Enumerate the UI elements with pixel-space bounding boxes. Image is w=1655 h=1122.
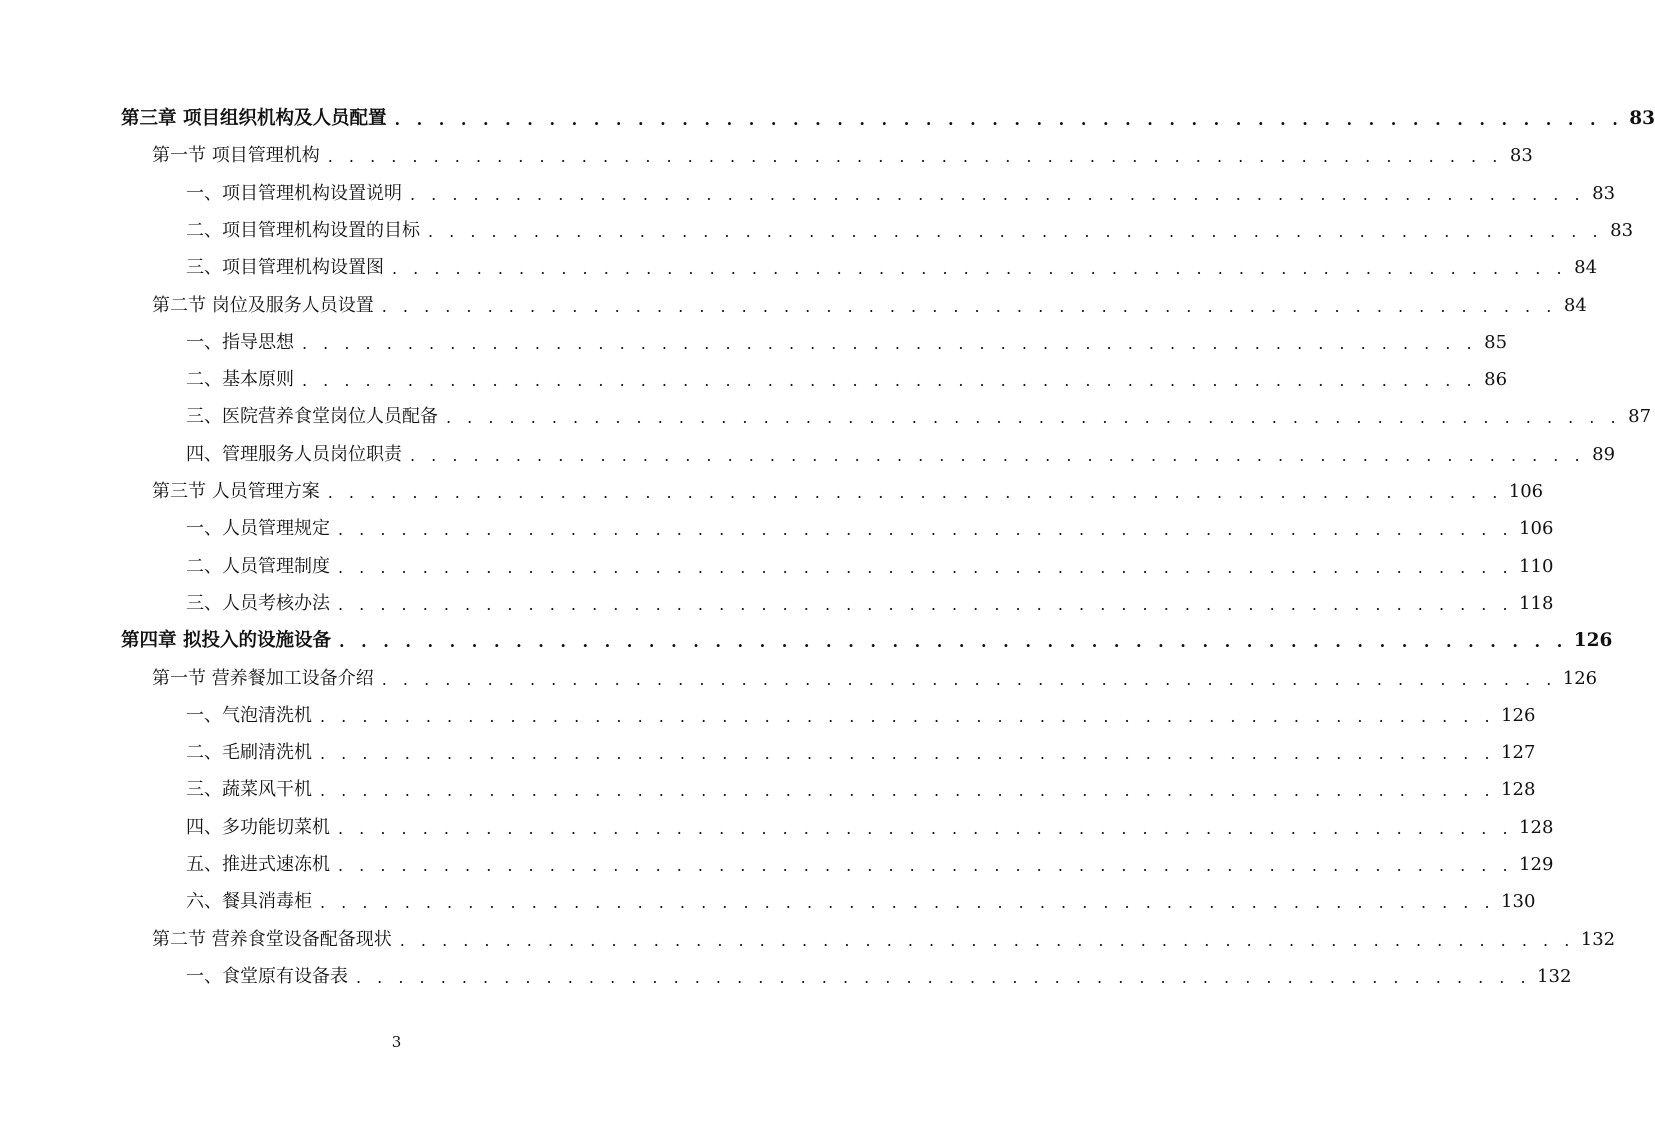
toc-subsection-entry[interactable]	[186, 585, 1554, 622]
toc-entry-page: 118	[1519, 592, 1554, 614]
toc-dot-leader: . . . . . . . . . . . . . . . . . . . . . . . . . . . . . . . . . . . . . . . . . . . . . . . . . . . . . . . .	[410, 445, 1586, 465]
toc-subsection-entry[interactable]	[186, 249, 1598, 286]
toc-entry-label: 一、人员管理规定	[186, 518, 330, 540]
toc-entry-label: 一、食堂原有设备表	[186, 965, 348, 987]
toc-dot-leader: . . . . . . . . . . . . . . . . . . . . . . . . . . . . . . . . . . . . . . . . . . . . . . . . . . . . . . . .	[327, 147, 1503, 167]
toc-section-entry[interactable]	[152, 921, 1616, 958]
toc-entry-page: 132	[1537, 965, 1572, 987]
toc-entry-page: 87	[1628, 406, 1652, 428]
toc-chapter-entry[interactable]	[121, 622, 1613, 659]
toc-entry-page: 126	[1501, 704, 1536, 726]
toc-entry-label: 四、管理服务人员岗位职责	[186, 443, 402, 465]
toc-entry-label: 四、多功能切菜机	[186, 816, 330, 838]
toc-subsection-entry[interactable]	[186, 846, 1554, 883]
toc-section-entry[interactable]	[152, 473, 1544, 510]
toc-dot-leader: . . . . . . . . . . . . . . . . . . . . . . . . . . . . . . . . . . . . . . . . . . . . . . . . . . . . . . . .	[410, 184, 1586, 204]
toc-entry-page: 126	[1562, 667, 1598, 689]
toc-subsection-entry[interactable]	[186, 958, 1572, 995]
toc-dot-leader: . . . . . . . . . . . . . . . . . . . . . . . . . . . . . . . . . . . . . . . . . . . . . . . . . . . . . . . .	[327, 483, 1503, 502]
toc-dot-leader: . . . . . . . . . . . . . . . . . . . . . . . . . . . . . . . . . . . . . . . . . . . . . . . . . . . . . . . .	[320, 706, 1496, 726]
toc-dot-leader: . . . . . . . . . . . . . . . . . . . . . . . . . . . . . . . . . . . . . . . . . . . . . . . . . . . . . . . .	[338, 856, 1514, 875]
toc-entry-label: 二、人员管理制度	[186, 555, 330, 577]
toc-subsection-entry[interactable]	[186, 212, 1634, 249]
toc-entry-label: 第一节 项目管理机构	[152, 145, 320, 167]
toc-dot-leader: . . . . . . . . . . . . . . . . . . . . . . . . . . . . . . . . . . . . . . . . . . . . . . . . . . . . . . . .	[428, 221, 1604, 241]
toc-chapter-entry[interactable]	[121, 100, 1655, 137]
toc-entry-page: 129	[1519, 854, 1554, 875]
toc-entry-label: 第二节 岗位及服务人员设置	[152, 294, 374, 316]
toc-subsection-entry[interactable]	[186, 809, 1554, 846]
toc-entry-page: 128	[1501, 779, 1536, 801]
toc-subsection-entry[interactable]	[186, 771, 1536, 808]
toc-dot-leader: . . . . . . . . . . . . . . . . . . . . . . . . . . . . . . . . . . . . . . . . . . . . . . . . . . . . . . . .	[302, 333, 1478, 353]
toc-subsection-entry[interactable]	[186, 734, 1536, 771]
toc-entry-page: 84	[1563, 294, 1587, 316]
toc-entry-page: 110	[1519, 555, 1554, 577]
toc-entry-label: 六、餐具消毒柜	[186, 891, 312, 913]
toc-dot-leader: . . . . . . . . . . . . . . . . . . . . . . . . . . . . . . . . . . . . . . . . . . . . . . . . . . . . . . . .	[394, 110, 1624, 129]
toc-entry-page: 83	[1509, 145, 1533, 167]
toc-dot-leader: . . . . . . . . . . . . . . . . . . . . . . . . . . . . . . . . . . . . . . . . . . . . . . . . . . . . . . . .	[446, 408, 1622, 428]
toc-entry-page: 85	[1484, 331, 1508, 353]
toc-entry-page: 106	[1508, 481, 1544, 502]
toc-entry-page: 83	[1610, 219, 1634, 241]
toc-entry-page: 132	[1580, 928, 1616, 950]
toc-entry-label: 二、基本原则	[186, 369, 294, 391]
toc-subsection-entry[interactable]	[186, 324, 1508, 361]
toc-entry-page: 86	[1484, 369, 1508, 391]
toc-section-entry[interactable]	[152, 660, 1598, 697]
toc-subsection-entry[interactable]	[186, 175, 1616, 212]
toc-section-entry[interactable]	[152, 287, 1587, 324]
toc-entry-label: 一、气泡清洗机	[186, 704, 312, 726]
toc-entry-page: 127	[1501, 742, 1536, 764]
toc-dot-leader: . . . . . . . . . . . . . . . . . . . . . . . . . . . . . . . . . . . . . . . . . . . . . . . . . . . . . . . .	[338, 520, 1514, 540]
toc-subsection-entry[interactable]	[186, 697, 1536, 734]
toc-entry-page: 130	[1501, 891, 1536, 913]
toc-entry-page: 83	[1629, 108, 1655, 129]
toc-entry-label: 第三章 项目组织机构及人员配置	[121, 108, 387, 129]
toc-entry-label: 一、项目管理机构设置说明	[186, 182, 402, 204]
toc-entry-page: 84	[1574, 257, 1598, 279]
toc-entry-page: 89	[1592, 443, 1616, 465]
toc-entry-label: 一、指导思想	[186, 331, 294, 353]
toc-dot-leader: . . . . . . . . . . . . . . . . . . . . . . . . . . . . . . . . . . . . . . . . . . . . . . . . . . . . . . . .	[320, 744, 1496, 764]
toc-section-entry[interactable]	[152, 137, 1533, 174]
toc-subsection-entry[interactable]	[186, 436, 1616, 473]
toc-entry-label: 三、医院营养食堂岗位人员配备	[186, 406, 438, 428]
toc-dot-leader: . . . . . . . . . . . . . . . . . . . . . . . . . . . . . . . . . . . . . . . . . . . . . . . . . . . . . . . .	[320, 781, 1496, 801]
toc-dot-leader: . . . . . . . . . . . . . . . . . . . . . . . . . . . . . . . . . . . . . . . . . . . . . . . . . . . . . . . .	[399, 930, 1575, 950]
toc-subsection-entry[interactable]	[186, 361, 1508, 398]
toc-entry-label: 第三节 人员管理方案	[152, 481, 320, 502]
toc-dot-leader: . . . . . . . . . . . . . . . . . . . . . . . . . . . . . . . . . . . . . . . . . . . . . . . . . . . . . . . .	[392, 259, 1568, 279]
toc-dot-leader: . . . . . . . . . . . . . . . . . . . . . . . . . . . . . . . . . . . . . . . . . . . . . . . . . . . . . . . .	[338, 594, 1514, 614]
toc-entry-page: 128	[1519, 816, 1554, 838]
toc-entry-page: 126	[1573, 630, 1613, 652]
toc-dot-leader: . . . . . . . . . . . . . . . . . . . . . . . . . . . . . . . . . . . . . . . . . . . . . . . . . . . . . . . .	[356, 967, 1532, 987]
toc-entry-page: 83	[1592, 182, 1616, 204]
toc-entry-page: 106	[1519, 518, 1554, 540]
toc-subsection-entry[interactable]	[186, 548, 1554, 585]
toc-dot-leader: . . . . . . . . . . . . . . . . . . . . . . . . . . . . . . . . . . . . . . . . . . . . . . . . . . . . . . . .	[320, 893, 1496, 913]
toc-entry-label: 二、毛刷清洗机	[186, 742, 312, 764]
toc-dot-leader: . . . . . . . . . . . . . . . . . . . . . . . . . . . . . . . . . . . . . . . . . . . . . . . . . . . . . . . .	[381, 669, 1557, 689]
toc-entry-label: 三、人员考核办法	[186, 592, 330, 614]
toc-entry-label: 第二节 营养食堂设备配备现状	[152, 928, 392, 950]
toc-subsection-entry[interactable]	[186, 883, 1536, 920]
toc-subsection-entry[interactable]	[186, 510, 1554, 547]
toc-dot-leader: . . . . . . . . . . . . . . . . . . . . . . . . . . . . . . . . . . . . . . . . . . . . . . . . . . . . . . . .	[338, 632, 1568, 652]
toc-entry-label: 二、项目管理机构设置的目标	[186, 219, 420, 241]
toc-subsection-entry[interactable]	[186, 398, 1652, 435]
toc-entry-label: 三、蔬菜风干机	[186, 779, 312, 801]
toc-dot-leader: . . . . . . . . . . . . . . . . . . . . . . . . . . . . . . . . . . . . . . . . . . . . . . . . . . . . . . . .	[381, 296, 1557, 316]
toc-entry-label: 五、推进式速冻机	[186, 854, 330, 875]
toc-entry-label: 第四章 拟投入的设施设备	[121, 630, 331, 652]
toc-dot-leader: . . . . . . . . . . . . . . . . . . . . . . . . . . . . . . . . . . . . . . . . . . . . . . . . . . . . . . . .	[302, 371, 1478, 391]
toc-dot-leader: . . . . . . . . . . . . . . . . . . . . . . . . . . . . . . . . . . . . . . . . . . . . . . . . . . . . . . . .	[338, 818, 1514, 838]
page-number: 3	[391, 1033, 402, 1051]
toc-entry-label: 三、项目管理机构设置图	[186, 257, 384, 279]
toc-entry-label: 第一节 营养餐加工设备介绍	[152, 667, 374, 689]
toc-dot-leader: . . . . . . . . . . . . . . . . . . . . . . . . . . . . . . . . . . . . . . . . . . . . . . . . . . . . . . . .	[338, 557, 1514, 577]
